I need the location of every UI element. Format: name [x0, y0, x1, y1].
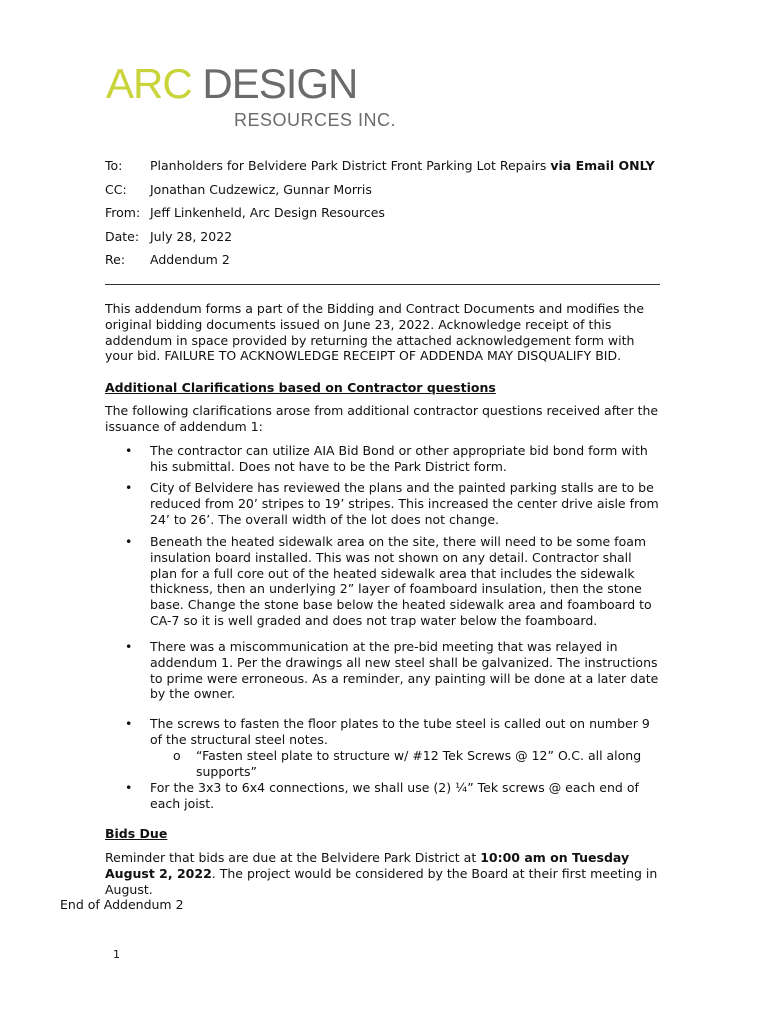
re-label: Re: [105, 252, 126, 267]
bullet-icon: • [125, 534, 133, 549]
to-row [105, 158, 665, 182]
bullet-icon: • [125, 780, 133, 795]
list-item-text: For the 3x3 to 6x4 connections, we shall use (2) ¼” Tek screws @ each end of each joist. [150, 780, 639, 811]
to-label: To: [105, 158, 123, 173]
list-item-text: Beneath the heated sidewalk area on the site, there will need to be some foam insulation board installed. This was not shown on any detail. Contractor shall plan for a full core out of the heated sidewalk area that includes the sidewalk thickness, then an underlying 2” layer of foamboard insulation, then the stone base. Change the stone base below the heated sidewalk area and foamboard to CA-7 so it is well graded and does not trap water below the foamboard. [150, 534, 652, 628]
company-logo [106, 60, 397, 134]
page-number: 1 [113, 948, 120, 961]
to-delivery: via Email ONLY [550, 158, 655, 173]
date-value: July 28, 2022 [150, 228, 233, 244]
logo-resources: RESOURCES INC. [234, 110, 397, 130]
bids-deadline: 10:00 am on Tuesday August 2, 2022 [105, 850, 630, 881]
list-item-text: City of Belvidere has reviewed the plans and the painted parking stalls are to be reduced from 20’ stripes to 19’ stripes. This increased the center drive aisle from 24’ to 26’. The overall width of the lot does not change. [150, 480, 659, 527]
to-recipients: Planholders for Belvidere Park District Front Parking Lot Repairs [150, 158, 551, 173]
to-value [150, 158, 655, 182]
list-item-text: There was a miscommunication at the pre-bid meeting that was relayed in addendum 1. Per the drawings all new steel shall be galvanized. The instructions to prime were erroneous. As a reminder, any painting will be done at a later date by the owner. [150, 639, 659, 702]
bids-text-post: . The project would be considered by the Board at their first meeting in August. [105, 865, 658, 897]
bullet-icon: • [125, 716, 133, 731]
clarifications-intro: The following clarifications arose from additional contractor questions received after the issuance of addendum 1: [105, 403, 659, 434]
re-row [105, 252, 665, 276]
re-value: Addendum 2 [150, 252, 230, 267]
sub-bullet-icon: o [173, 748, 181, 763]
logo-wordmark [106, 62, 386, 106]
end-of-addendum: End of Addendum 2 [60, 897, 184, 912]
memo-header [105, 158, 665, 276]
sub-list-item-text: “Fasten steel plate to structure w/ #12 Tek Screws @ 12” O.C. all along supports” [196, 748, 642, 779]
from-value: Jeff Linkenheld, Arc Design Resources [150, 205, 385, 220]
from-row [105, 205, 665, 229]
date-label: Date: [105, 228, 140, 244]
bullet-icon: • [125, 639, 133, 654]
bullet-icon: • [125, 480, 133, 495]
cc-value: Jonathan Cudzewicz, Gunnar Morris [150, 181, 372, 197]
intro-paragraph: This addendum forms a part of the Bidding and Contract Documents and modifies the original bidding documents issued on June 23, 2022. Acknowledge receipt of this addendum in space provided by returning the attached acknowledgement form with your bid. FAILURE TO ACKNOWLEDGE RECEIPT OF ADDENDA MAY DISQUALIFY BID. [105, 301, 645, 364]
logo-arc: ARC [106, 60, 192, 107]
bids-due-heading: Bids Due [105, 826, 168, 841]
logo-design: DESIGN [191, 60, 358, 107]
from-label: From: [105, 205, 141, 220]
cc-row [105, 182, 665, 206]
cc-label: CC: [105, 181, 127, 197]
clarifications-heading: Additional Clarifications based on Contractor questions [105, 380, 496, 395]
list-item-text: The contractor can utilize AIA Bid Bond or other appropriate bid bond form with his submittal. Does not have to be the Park District form. [150, 443, 648, 474]
date-row [105, 229, 665, 253]
list-item-text: The screws to fasten the floor plates to the tube steel is called out on number 9 of the structural steel notes. [150, 716, 650, 747]
bids-due-paragraph [105, 850, 660, 897]
bids-text-pre: Reminder that bids are due at the Belvidere Park District at [105, 850, 481, 865]
bullet-icon: • [125, 443, 133, 458]
header-divider [105, 284, 660, 285]
